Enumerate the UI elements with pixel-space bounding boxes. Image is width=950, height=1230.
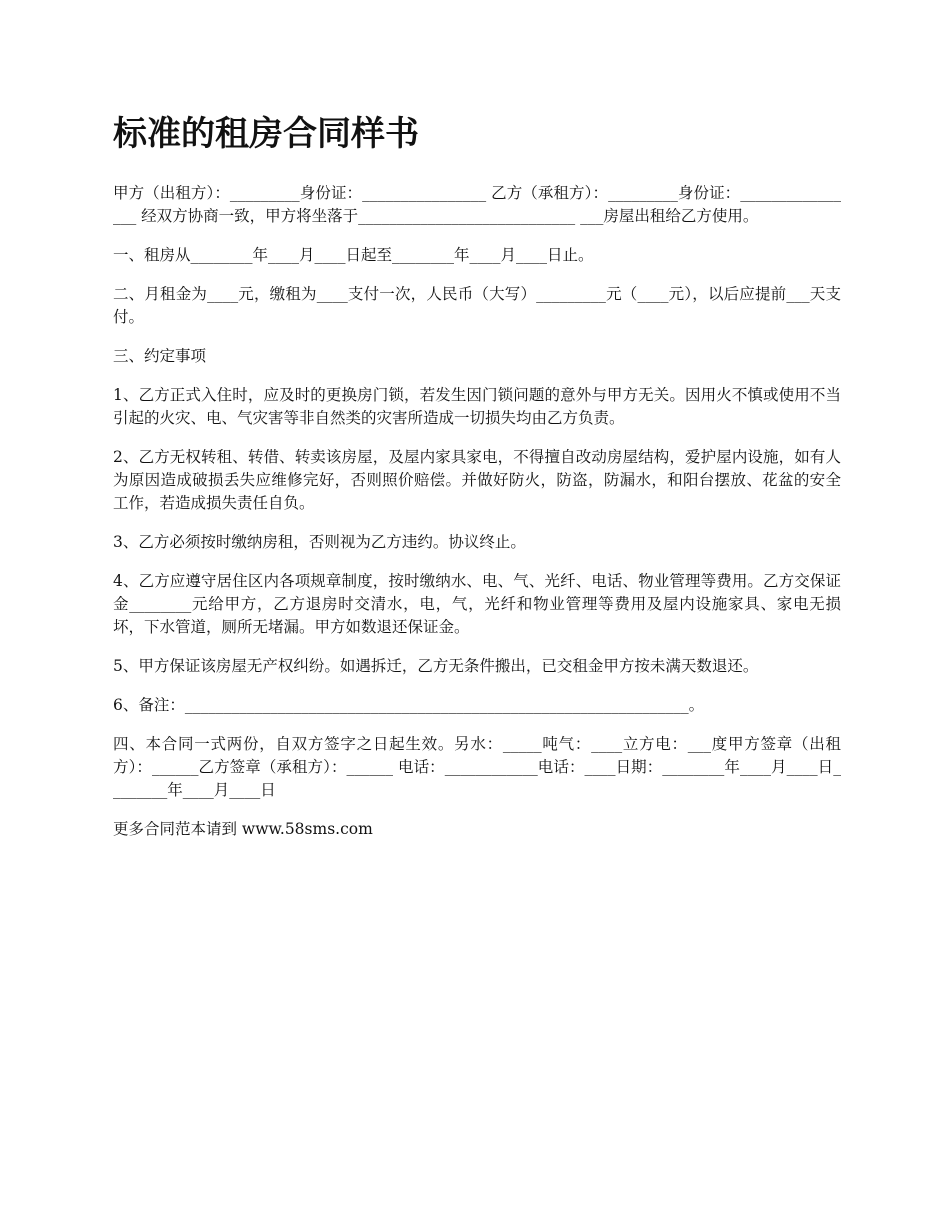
document-title: 标准的租房合同样书 xyxy=(113,114,419,154)
document-page xyxy=(113,112,841,857)
clause-6-remarks: 6、备注：_________________________________________________________________。 xyxy=(113,696,705,714)
agreed-items-heading: 三、约定事项 xyxy=(113,347,207,365)
clause-3: 3、乙方必须按时缴纳房租，否则视为乙方违约。协议终止。 xyxy=(113,533,526,551)
clause-5: 5、甲方保证该房屋无产权纠纷。如遇拆迁，乙方无条件搬出，已交租金甲方按未满天数退还。 xyxy=(113,657,759,675)
clause-2: 2、乙方无权转租、转借、转卖该房屋，及屋内家具家电，不得擅自改动房屋结构，爱护屋内设施，如有人为原因造成破损丢失应维修完好，否则照价赔偿。并做好防火，防盗，防漏水，和阳台摆放、花盆的安全工作，若造成损失责任自负。 xyxy=(113,448,841,512)
signature-paragraph: 四、本合同一式两份，自双方签字之日起生效。另水：_____吨气：____立方电：___度甲方签章（出租方）：______乙方签章（承租方）：______ 电话：____________电话：____日期：________年____月____日________年____月____日 xyxy=(113,735,841,799)
rent-paragraph: 二、月租金为____元，缴租为____支付一次，人民币（大写）_________元（____元），以后应提前___天支付。 xyxy=(113,285,841,326)
parties-paragraph: 甲方（出租方）：_________身份证：________________ 乙方（承租方）：_________身份证：________________ 经双方协商一致，甲方将坐落于____________________________ ___房屋出租给乙方使用。 xyxy=(113,184,841,225)
lease-term-paragraph: 一、租房从________年____月____日起至________年____月____日止。 xyxy=(113,246,594,264)
footer-link-text: 更多合同范本请到 www.58sms.com xyxy=(113,820,373,838)
clause-1: 1、乙方正式入住时，应及时的更换房门锁，若发生因门锁问题的意外与甲方无关。因用火不慎或使用不当引起的火灾、电、气灾害等非自然类的灾害所造成一切损失均由乙方负责。 xyxy=(113,386,841,427)
clause-4: 4、乙方应遵守居住区内各项规章制度，按时缴纳水、电、气、光纤、电话、物业管理等费用。乙方交保证金________元给甲方，乙方退房时交清水，电，气，光纤和物业管理等费用及屋内设施家具、家电无损坏，下水管道，厕所无堵漏。甲方如数退还保证金。 xyxy=(113,572,841,636)
